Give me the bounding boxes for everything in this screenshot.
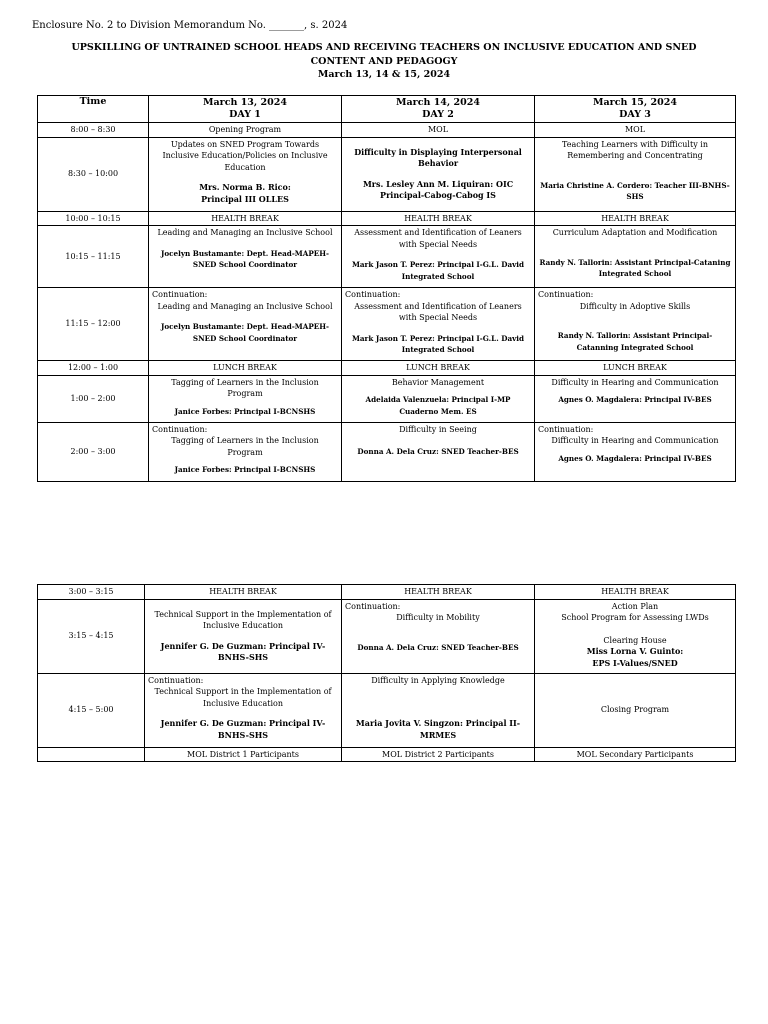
time-cell: 8:00 – 8:30 (38, 123, 149, 138)
table-row (38, 361, 736, 376)
table-row (38, 226, 736, 288)
session-cell (535, 288, 736, 361)
header-day-1 (149, 96, 342, 123)
time-cell: 8:30 – 10:00 (38, 137, 149, 211)
header-day-3-label: DAY 3 (619, 109, 651, 120)
session-cell: Closing Program (535, 673, 736, 747)
speaker-name: Jocelyn Bustamante: Dept. Head-MAPEH-SNED School Coordinator (160, 322, 329, 343)
session-topic: Teaching Learners with Difficulty in Remembering and Concentrating (562, 139, 708, 160)
speaker-name: Janice Forbes: Principal I-BCNSHS (174, 465, 316, 474)
title-line-1: UPSKILLING OF UNTRAINED SCHOOL HEADS AND RECEIVING TEACHERS ON INCLUSIVE EDUCATION AND SNED (71, 42, 697, 53)
break-cell: LUNCH BREAK (535, 361, 736, 376)
speaker-name: Maria Jovita V. Singzon: Principal II-MRMES (355, 718, 521, 740)
session-topic: Leading and Managing an Inclusive School (157, 228, 333, 237)
table-row (38, 123, 736, 138)
continuation-label: Continuation: (538, 424, 594, 434)
table-row (38, 211, 736, 226)
time-cell: 11:15 – 12:00 (38, 288, 149, 361)
table-row (38, 422, 736, 481)
table-header-row (38, 96, 736, 123)
speaker-name: Agnes O. Magdalera: Principal IV-BES (558, 395, 712, 404)
session-cell (342, 422, 535, 481)
time-cell: 3:15 – 4:15 (38, 599, 145, 673)
title-line-2: CONTENT AND PEDAGOGY (310, 55, 458, 67)
speaker-name: Donna A. Dela Cruz: SNED Teacher-BES (357, 642, 519, 652)
header-day-1-date: March 13, 2024 (203, 97, 287, 108)
table-row (38, 288, 736, 361)
session-topic: Tagging of Learners in the Inclusion Program (171, 377, 319, 398)
participants-cell: MOL District 1 Participants (145, 747, 342, 762)
session-topic: Leading and Managing an Inclusive School (157, 301, 333, 311)
break-cell: HEALTH BREAK (342, 211, 535, 226)
speaker-name: Jennifer G. De Guzman: Principal IV-BNHS-SHS (160, 718, 326, 740)
continuation-label: Continuation: (538, 290, 594, 299)
speaker-position: Principal III OLLES (201, 193, 289, 204)
time-cell: 3:00 – 3:15 (38, 585, 145, 600)
break-cell: HEALTH BREAK (145, 585, 342, 600)
session-topic: Assessment and Identification of Leaners with Special Needs (354, 301, 522, 322)
table-row (38, 375, 736, 422)
session-topic: Assessment and Identification of Leaners with Special Needs (354, 228, 522, 249)
session-topic: Difficulty in Applying Knowledge (371, 675, 505, 685)
program-label: School Program for Assessing LWDs (561, 613, 709, 622)
table-row (38, 673, 736, 747)
session-cell (535, 599, 736, 673)
speaker-name: Mark Jason T. Perez: Principal I-G.L. David Integrated School (351, 260, 525, 281)
continuation-label: Continuation: (148, 675, 204, 685)
speaker-name: Janice Forbes: Principal I-BCNSHS (174, 406, 316, 416)
session-cell (149, 137, 342, 211)
time-cell: 2:00 – 3:00 (38, 422, 149, 481)
header-time: Time (38, 96, 149, 123)
break-cell: LUNCH BREAK (149, 361, 342, 376)
speaker-name: Randy N. Tallorin: Assistant Principal-Catanning Integrated School (557, 331, 713, 352)
speaker-name: Mrs. Lesley Ann M. Liquiran: OIC Principal-Cabog-Cabog IS (362, 178, 514, 200)
break-cell: HEALTH BREAK (535, 585, 736, 600)
break-cell: LUNCH BREAK (342, 361, 535, 376)
speaker-name: Miss Lorna V. Guinto: (586, 646, 684, 656)
speaker-name: Jocelyn Bustamante: Dept. Head-MAPEH-SNED School Coordinator (160, 248, 329, 269)
session-cell: Opening Program (149, 123, 342, 138)
continuation-label: Continuation: (152, 290, 208, 299)
speaker-name: Donna A. Dela Cruz: SNED Teacher-BES (357, 447, 519, 456)
session-cell (535, 422, 736, 481)
session-topic: Difficulty in Seeing (399, 424, 477, 434)
session-cell (342, 288, 535, 361)
title-line-3: March 13, 14 & 15, 2024 (317, 69, 451, 80)
time-cell: 12:00 – 1:00 (38, 361, 149, 376)
time-cell: 4:15 – 5:00 (38, 673, 145, 747)
speaker-name: Mark Jason T. Perez: Principal I-G.L. David Integrated School (351, 333, 525, 354)
session-topic: Updates on SNED Program Towards Inclusive Education/Policies on Inclusive Education (162, 139, 328, 172)
session-topic: Tagging of Learners in the Inclusion Program (171, 436, 319, 457)
speaker-position: EPS I-Values/SNED (592, 657, 678, 668)
time-cell: 1:00 – 2:00 (38, 375, 149, 422)
enclosure-note: Enclosure No. 2 to Division Memorandum No. _______, s. 2024 (32, 20, 348, 31)
table-row (38, 599, 736, 673)
continuation-label: Continuation: (345, 601, 401, 611)
session-cell (535, 226, 736, 288)
session-cell (342, 137, 535, 211)
speaker-name: Randy N. Tallorin: Assistant Principal-Cataning Integrated School (539, 257, 731, 278)
session-cell (535, 137, 736, 211)
session-cell (145, 599, 342, 673)
session-cell (149, 226, 342, 288)
session-cell (342, 375, 535, 422)
header-day-2-label: DAY 2 (422, 109, 454, 120)
schedule-table (37, 95, 736, 482)
break-cell: HEALTH BREAK (149, 211, 342, 226)
session-cell: MOL (342, 123, 535, 138)
session-topic: Difficulty in Hearing and Communication (551, 377, 719, 387)
session-topic: Behavior Management (391, 377, 485, 387)
break-cell: HEALTH BREAK (342, 585, 535, 600)
speaker-name: Mrs. Norma B. Rico: (199, 182, 291, 192)
session-topic: Difficulty in Hearing and Communication (551, 436, 719, 445)
session-topic: Difficulty in Mobility (396, 613, 480, 622)
header-day-3 (535, 96, 736, 123)
speaker-name: Agnes O. Magdalera: Principal IV-BES (558, 453, 712, 463)
header-day-1-label: DAY 1 (229, 109, 261, 120)
clearing-house-label: Clearing House (603, 635, 667, 645)
table-row (38, 585, 736, 600)
participants-cell: MOL Secondary Participants (535, 747, 736, 762)
session-cell (149, 288, 342, 361)
session-topic: Difficulty in Displaying Interpersonal Behavior (354, 146, 522, 168)
session-topic: Difficulty in Adoptive Skills (579, 301, 691, 311)
participants-cell: MOL District 2 Participants (342, 747, 535, 762)
session-cell (342, 673, 535, 747)
session-cell (149, 375, 342, 422)
session-cell: MOL (535, 123, 736, 138)
session-cell (342, 599, 535, 673)
header-day-2-date: March 14, 2024 (396, 97, 480, 108)
session-topic: Technical Support in the Implementation of Inclusive Education (154, 687, 332, 708)
session-cell (535, 375, 736, 422)
session-topic: Technical Support in the Implementation of Inclusive Education (154, 609, 332, 630)
time-cell (38, 747, 145, 762)
time-cell: 10:00 – 10:15 (38, 211, 149, 226)
header-day-3-date: March 15, 2024 (593, 97, 677, 108)
session-cell (145, 673, 342, 747)
table-row (38, 137, 736, 211)
schedule-table-continued (37, 584, 736, 762)
continuation-label: Continuation: (345, 290, 401, 299)
time-cell: 10:15 – 11:15 (38, 226, 149, 288)
document-title-block (0, 41, 768, 82)
action-plan-label: Action Plan (611, 601, 659, 611)
session-cell (342, 226, 535, 288)
speaker-name: Adelaida Valenzuela: Principal I-MP Cuaderno Mem. ES (365, 395, 511, 416)
session-cell (149, 422, 342, 481)
table-row (38, 747, 736, 762)
continuation-label: Continuation: (152, 424, 208, 434)
break-cell: HEALTH BREAK (535, 211, 736, 226)
speaker-name: Maria Christine A. Cordero: Teacher III-BNHS-SHS (540, 180, 730, 201)
header-day-2 (342, 96, 535, 123)
speaker-name: Jennifer G. De Guzman: Principal IV-BNHS-SHS (160, 640, 326, 662)
session-topic: Curriculum Adaptation and Modification (552, 228, 718, 237)
